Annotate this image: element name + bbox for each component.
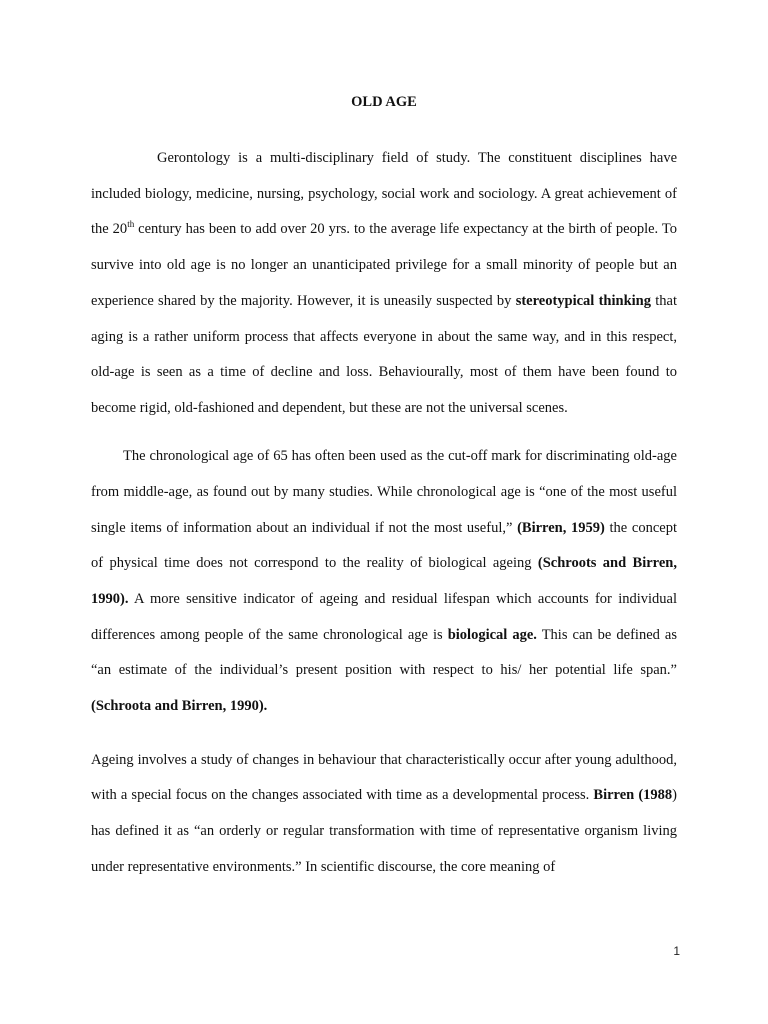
text-segment: ) has defined it as “an orderly or regular transformation with time of representative organism living under representative environments.” In scientific discourse, the core meaning of	[91, 787, 677, 875]
text-segment: that aging is a rather uniform process that affects everyone in about the same way, and in this respect, old-age is seen as a time of decline and loss. Behaviourally, most of them have been found to become rigid, old-fashioned and dependent, but these are not the universal scenes.	[91, 292, 678, 416]
text-segment: Gerontology is a multi-disciplinary field of study. The constituent disciplines have included biology, medicine, nursing, psychology, social work and sociology. A great achievement of the 20	[91, 150, 677, 238]
citation-birren-1959: (Birren, 1959)	[517, 519, 605, 536]
paragraph-ageing-definition	[91, 743, 677, 886]
citation-schroots-birren-1990: (Schroots and Birren, 1990).	[91, 555, 677, 607]
paragraph-gerontology	[91, 141, 677, 427]
text-segment: The chronological age of 65 has often been used as the cut-off mark for discriminating old-age from middle-age, as found out by many studies. While chronological age is “one of the most useful single items of information about an individual if not the most useful,”	[91, 448, 677, 536]
text-segment: This can be defined as “an estimate of the individual’s present position with respect to his/ her potential life span.”	[91, 626, 677, 679]
paragraph-chronological-age	[91, 439, 677, 725]
bold-term-stereotypical-thinking: stereotypical thinking	[515, 292, 651, 309]
document-title: OLD AGE	[351, 94, 417, 110]
document-body	[91, 141, 677, 886]
text-segment: century has been to add over 20 yrs. to the average life expectancy at the birth of people. To survive into old age is no longer an unanticipated privilege for a small minority of people but an experience shared by the majority. However, it is uneasily suspected by	[91, 221, 677, 309]
text-segment: A more sensitive indicator of ageing and residual lifespan which accounts for individual differences among people of the same chronological age is	[91, 590, 677, 643]
page-number: 1	[673, 944, 680, 958]
citation-birren-1988: Birren (1988	[593, 787, 673, 804]
bold-term-biological-age: biological age.	[447, 626, 537, 643]
text-segment: Ageing involves a study of changes in behaviour that characteristically occur after young adulthood, with a special focus on the changes associated with time as a developmental process.	[91, 751, 677, 804]
superscript-ordinal: th	[127, 219, 135, 230]
text-segment: the concept of physical time does not correspond to the reality of biological ageing	[91, 519, 677, 572]
citation-schroota-birren-1990: (Schroota and Birren, 1990).	[91, 698, 268, 715]
